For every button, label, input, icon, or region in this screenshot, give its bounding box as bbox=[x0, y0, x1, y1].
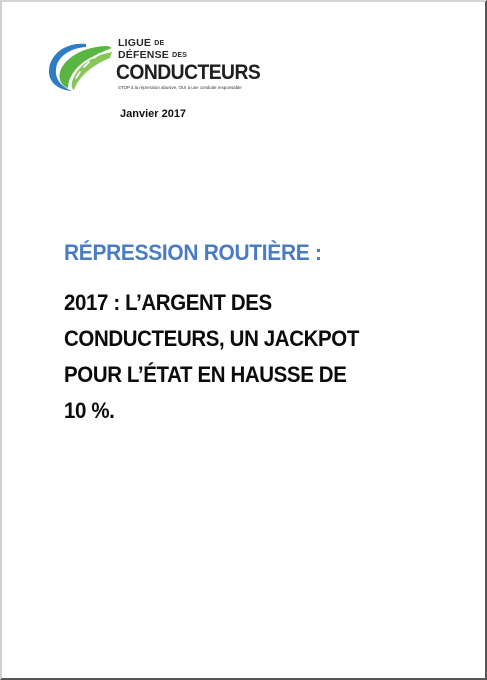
document-title bbox=[64, 285, 444, 429]
road-swoosh-icon bbox=[46, 38, 116, 94]
title-line: 10 %. bbox=[64, 398, 115, 423]
title-line: 2017 : L’ARGENT DES bbox=[64, 290, 272, 315]
logo-line-defense: DÉFENSE DES bbox=[118, 49, 188, 61]
logo-wordmark bbox=[108, 38, 288, 90]
logo-line-ligue: LIGUE DE bbox=[118, 37, 165, 49]
document-heading: RÉPRESSION ROUTIÈRE : bbox=[64, 240, 322, 265]
title-line: CONDUCTEURS, UN JACKPOT bbox=[64, 326, 359, 351]
document-date: Janvier 2017 bbox=[120, 108, 187, 120]
logo-tagline: STOP à la répression abusive, OUI à une conduite responsable bbox=[118, 85, 242, 90]
title-line: POUR L’ÉTAT EN HAUSSE DE bbox=[64, 362, 347, 387]
logo-line-conducteurs: CONDUCTEURS bbox=[116, 61, 261, 84]
organization-logo bbox=[46, 38, 266, 100]
